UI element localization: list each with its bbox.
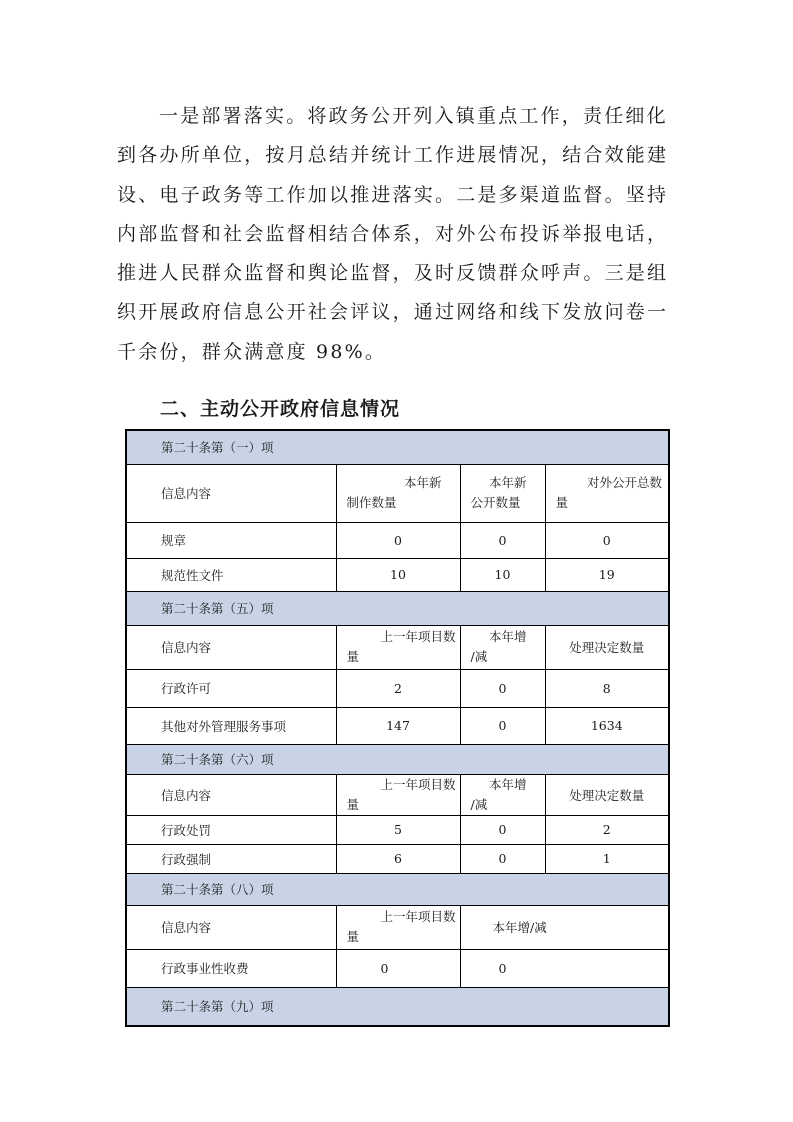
table-row bbox=[126, 815, 669, 844]
row-label: 规范性文件 bbox=[126, 558, 336, 591]
paragraph-line: 千余份，群众满意度 98%。 bbox=[117, 340, 387, 363]
row-value: 0 bbox=[460, 949, 669, 987]
header-text: 制作数量 bbox=[346, 495, 397, 510]
row-value: 10 bbox=[460, 558, 545, 591]
paragraph-line: 内部监督和社会监督相结合体系，对外公布投诉举报电话， bbox=[117, 222, 669, 245]
section-title: 第二十条第（八）项 bbox=[126, 873, 669, 905]
header-text: /减 bbox=[470, 796, 488, 812]
table-row bbox=[126, 669, 669, 707]
header-text: 本年增 bbox=[488, 629, 527, 644]
row-value: 19 bbox=[545, 558, 669, 591]
paragraph-line: 设、电子政务等工作加以推进落实。二是多渠道监督。坚持 bbox=[117, 183, 669, 206]
row-value: 8 bbox=[545, 669, 669, 707]
row-label: 其他对外管理服务事项 bbox=[126, 707, 336, 744]
row-value: 2 bbox=[545, 815, 669, 844]
row-value: 6 bbox=[336, 844, 460, 873]
row-value: 0 bbox=[460, 522, 545, 558]
table-row bbox=[126, 707, 669, 744]
header-text: 量 bbox=[346, 929, 360, 944]
row-value: 10 bbox=[336, 558, 460, 591]
header-text: 本年新 bbox=[403, 475, 442, 490]
paragraph-line: 到各办所单位，按月总结并统计工作进展情况，结合效能建 bbox=[117, 144, 669, 167]
header-text: 上一年项目数 bbox=[380, 629, 456, 644]
header-info-content: 信息内容 bbox=[126, 625, 336, 669]
header-prev-year-count bbox=[336, 625, 460, 669]
section-header-row bbox=[126, 987, 669, 1026]
table-row bbox=[126, 844, 669, 873]
column-header-row bbox=[126, 464, 669, 522]
row-value: 147 bbox=[336, 707, 460, 744]
row-value: 0 bbox=[460, 707, 545, 744]
table-row bbox=[126, 949, 669, 987]
section-title: 第二十条第（五）项 bbox=[126, 591, 669, 625]
header-info-content: 信息内容 bbox=[126, 905, 336, 949]
header-prev-year-count bbox=[336, 774, 460, 815]
section-title: 第二十条第（九）项 bbox=[126, 987, 669, 1026]
header-decision-count: 处理决定数量 bbox=[545, 774, 669, 815]
section-heading: 二、主动公开政府信息情况 bbox=[160, 398, 401, 420]
row-value: 1 bbox=[545, 844, 669, 873]
row-value: 0 bbox=[460, 669, 545, 707]
header-text: /减 bbox=[470, 649, 488, 664]
row-value: 5 bbox=[336, 815, 460, 844]
section-title: 第二十条第（一）项 bbox=[126, 430, 669, 464]
row-value: 1634 bbox=[545, 707, 669, 744]
row-value: 0 bbox=[336, 522, 460, 558]
table-row bbox=[126, 558, 669, 591]
paragraph-line: 织开展政府信息公开社会评议，通过网络和线下发放问卷一 bbox=[117, 301, 669, 324]
row-label: 行政强制 bbox=[126, 844, 336, 873]
header-prev-year-count bbox=[336, 905, 460, 949]
header-change: 本年增/减 bbox=[460, 905, 669, 949]
section-header-row bbox=[126, 591, 669, 625]
header-text: 量 bbox=[346, 649, 360, 664]
row-label: 行政事业性收费 bbox=[126, 949, 336, 987]
header-text: 量 bbox=[346, 796, 360, 812]
row-value: 2 bbox=[336, 669, 460, 707]
header-text: 量 bbox=[555, 495, 569, 510]
row-value: 0 bbox=[460, 815, 545, 844]
header-info-content: 信息内容 bbox=[126, 464, 336, 522]
header-decision-count: 处理决定数量 bbox=[545, 625, 669, 669]
header-change bbox=[460, 774, 545, 815]
header-new-published bbox=[460, 464, 545, 522]
header-text: 公开数量 bbox=[470, 495, 521, 510]
paragraph-line: 一是部署落实。将政务公开列入镇重点工作，责任细化 bbox=[159, 105, 668, 127]
row-value: 0 bbox=[460, 844, 545, 873]
header-total-published bbox=[545, 464, 669, 522]
header-new-made bbox=[336, 464, 460, 522]
header-text: 本年增 bbox=[488, 776, 527, 792]
row-value: 0 bbox=[545, 522, 669, 558]
body-paragraph bbox=[117, 97, 677, 372]
row-label: 行政处罚 bbox=[126, 815, 336, 844]
column-header-row bbox=[126, 905, 669, 949]
row-label: 行政许可 bbox=[126, 669, 336, 707]
row-label: 规章 bbox=[126, 522, 336, 558]
section-header-row bbox=[126, 873, 669, 905]
header-text: 上一年项目数 bbox=[380, 909, 456, 924]
section-title: 第二十条第（六）项 bbox=[126, 744, 669, 774]
header-change bbox=[460, 625, 545, 669]
row-value: 0 bbox=[336, 949, 460, 987]
section-header-row bbox=[126, 430, 669, 464]
disclosure-table bbox=[125, 429, 670, 1027]
header-text: 上一年项目数 bbox=[380, 776, 456, 792]
header-text: 对外公开总数 bbox=[587, 475, 663, 490]
column-header-row bbox=[126, 774, 669, 815]
header-info-content: 信息内容 bbox=[126, 774, 336, 815]
column-header-row bbox=[126, 625, 669, 669]
table-row bbox=[126, 522, 669, 558]
section-header-row bbox=[126, 744, 669, 774]
header-text: 本年新 bbox=[488, 475, 527, 490]
paragraph-line: 推进人民群众监督和舆论监督，及时反馈群众呼声。三是组 bbox=[117, 262, 669, 285]
